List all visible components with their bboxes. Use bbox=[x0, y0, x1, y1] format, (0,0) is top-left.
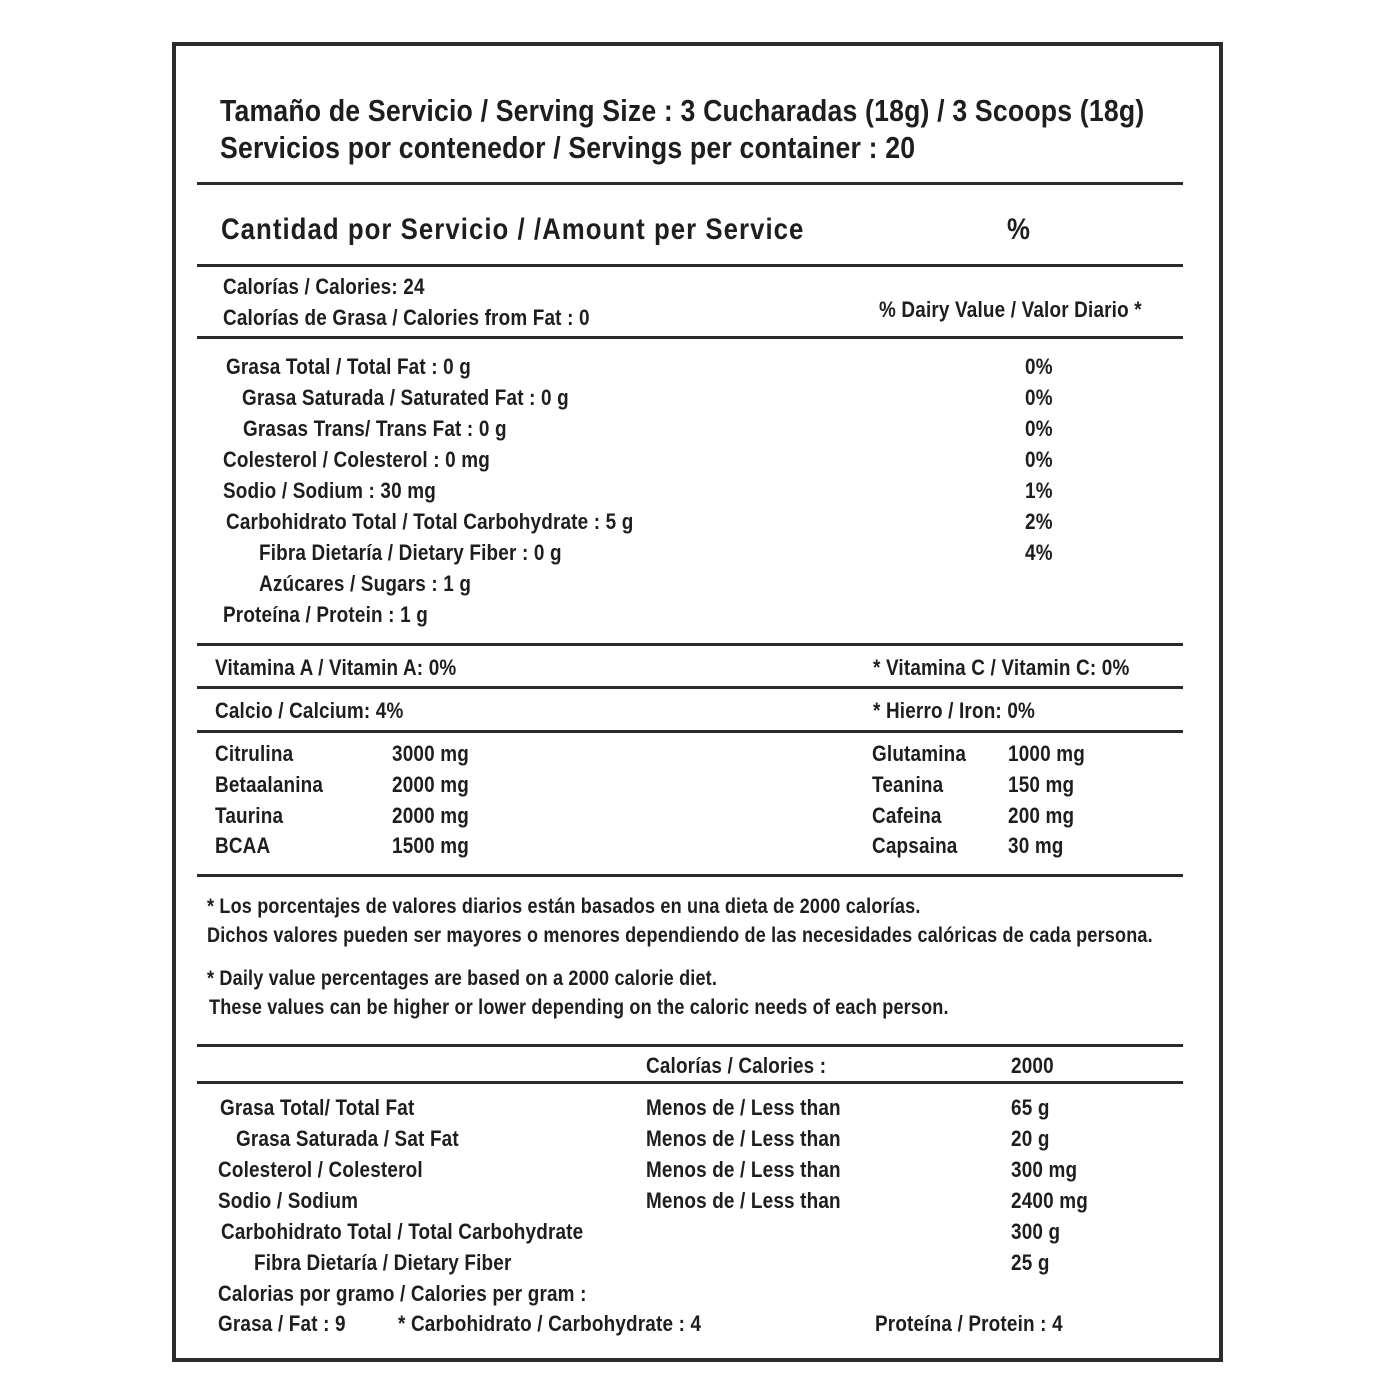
footnote-es-line2: Dichos valores pueden ser mayores o menores dependiendo de las necesidades calóricas de cada persona. bbox=[207, 924, 1153, 947]
ingredient-amount: 2000 mg bbox=[392, 803, 469, 828]
nutrient-total-fat: Grasa Total / Total Fat : 0 g bbox=[226, 354, 472, 379]
ingredient-amount: 200 mg bbox=[1008, 803, 1075, 828]
ingredient-amount: 1500 mg bbox=[392, 833, 469, 858]
reference-qualifier: Menos de / Less than bbox=[646, 1126, 841, 1151]
ingredient-name: BCAA bbox=[215, 833, 271, 858]
calories: Calorías / Calories: 24 bbox=[223, 274, 425, 299]
divider bbox=[197, 686, 1183, 689]
reference-value: 300 g bbox=[1011, 1219, 1061, 1244]
divider bbox=[197, 874, 1183, 877]
ingredient-name: Taurina bbox=[215, 803, 284, 828]
reference-nutrient: Colesterol / Colesterol bbox=[218, 1157, 423, 1182]
nutrient-trans-fat: Grasas Trans/ Trans Fat : 0 g bbox=[243, 416, 507, 441]
reference-nutrient: Fibra Dietaría / Dietary Fiber bbox=[254, 1250, 512, 1275]
ingredient-name: Glutamina bbox=[872, 741, 967, 766]
percent-heading: % bbox=[1007, 213, 1031, 246]
reference-qualifier: Menos de / Less than bbox=[646, 1095, 841, 1120]
reference-calories-label: Calorías / Calories : bbox=[646, 1053, 827, 1078]
dv-saturated-fat: 0% bbox=[1025, 385, 1053, 410]
ingredient-amount: 2000 mg bbox=[392, 772, 469, 797]
ingredient-name: Teanina bbox=[872, 772, 944, 797]
nutrient-sugars: Azúcares / Sugars : 1 g bbox=[259, 571, 472, 596]
iron: * Hierro / Iron: 0% bbox=[873, 698, 1036, 723]
footnote-es-line1: * Los porcentajes de valores diarios están basados en una dieta de 2000 calorías. bbox=[207, 895, 921, 918]
amount-per-service-heading: Cantidad por Servicio / /Amount per Service bbox=[221, 213, 805, 246]
vitamin-a: Vitamina A / Vitamin A: 0% bbox=[215, 655, 457, 680]
protein-per-gram: Proteína / Protein : 4 bbox=[875, 1311, 1063, 1336]
dv-cholesterol: 0% bbox=[1025, 447, 1053, 472]
daily-value-header: % Dairy Value / Valor Diario * bbox=[879, 297, 1142, 322]
ingredient-amount: 1000 mg bbox=[1008, 741, 1085, 766]
ingredient-amount: 3000 mg bbox=[392, 741, 469, 766]
divider bbox=[197, 1081, 1183, 1084]
serving-size: Tamaño de Servicio / Serving Size : 3 Cucharadas (18g) / 3 Scoops (18g) bbox=[220, 93, 1145, 128]
nutrient-sodium: Sodio / Sodium : 30 mg bbox=[223, 478, 436, 503]
divider bbox=[197, 264, 1183, 267]
reference-nutrient: Carbohidrato Total / Total Carbohydrate bbox=[221, 1219, 584, 1244]
divider bbox=[197, 1044, 1183, 1047]
reference-nutrient: Grasa Total/ Total Fat bbox=[220, 1095, 415, 1120]
divider bbox=[197, 336, 1183, 339]
ingredient-name: Betaalanina bbox=[215, 772, 324, 797]
nutrient-dietary-fiber: Fibra Dietaría / Dietary Fiber : 0 g bbox=[259, 540, 562, 565]
reference-calories-value: 2000 bbox=[1011, 1053, 1054, 1078]
dv-trans-fat: 0% bbox=[1025, 416, 1053, 441]
reference-value: 300 mg bbox=[1011, 1157, 1078, 1182]
vitamin-c: * Vitamina C / Vitamin C: 0% bbox=[873, 655, 1130, 680]
ingredient-name: Capsaina bbox=[872, 833, 958, 858]
divider bbox=[197, 643, 1183, 646]
fat-per-gram: Grasa / Fat : 9 bbox=[218, 1311, 346, 1336]
calories-per-gram-label: Calorias por gramo / Calories per gram : bbox=[218, 1281, 587, 1306]
divider bbox=[197, 730, 1183, 733]
dv-total-carbohydrate: 2% bbox=[1025, 509, 1053, 534]
nutrient-saturated-fat: Grasa Saturada / Saturated Fat : 0 g bbox=[242, 385, 569, 410]
nutrient-cholesterol: Colesterol / Colesterol : 0 mg bbox=[223, 447, 490, 472]
reference-value: 20 g bbox=[1011, 1126, 1050, 1151]
carbohydrate-per-gram: * Carbohidrato / Carbohydrate : 4 bbox=[398, 1311, 702, 1336]
reference-qualifier: Menos de / Less than bbox=[646, 1188, 841, 1213]
calories-from-fat: Calorías de Grasa / Calories from Fat : 0 bbox=[223, 305, 590, 330]
divider bbox=[197, 182, 1183, 185]
reference-qualifier: Menos de / Less than bbox=[646, 1157, 841, 1182]
footnote-en-line1: * Daily value percentages are based on a 2000 calorie diet. bbox=[207, 967, 718, 990]
servings-per-container: Servicios por contenedor / Servings per container : 20 bbox=[220, 130, 916, 165]
reference-value: 25 g bbox=[1011, 1250, 1050, 1275]
ingredient-name: Cafeina bbox=[872, 803, 942, 828]
nutrient-protein: Proteína / Protein : 1 g bbox=[223, 602, 428, 627]
reference-nutrient: Sodio / Sodium bbox=[218, 1188, 359, 1213]
reference-nutrient: Grasa Saturada / Sat Fat bbox=[236, 1126, 459, 1151]
calcium: Calcio / Calcium: 4% bbox=[215, 698, 404, 723]
reference-value: 65 g bbox=[1011, 1095, 1050, 1120]
ingredient-name: Citrulina bbox=[215, 741, 294, 766]
nutrient-total-carbohydrate: Carbohidrato Total / Total Carbohydrate : 5 g bbox=[226, 509, 634, 534]
dv-dietary-fiber: 4% bbox=[1025, 540, 1053, 565]
dv-total-fat: 0% bbox=[1025, 354, 1053, 379]
reference-value: 2400 mg bbox=[1011, 1188, 1088, 1213]
footnote-en-line2: These values can be higher or lower depending on the caloric needs of each person. bbox=[209, 996, 949, 1019]
dv-sodium: 1% bbox=[1025, 478, 1053, 503]
ingredient-amount: 30 mg bbox=[1008, 833, 1064, 858]
ingredient-amount: 150 mg bbox=[1008, 772, 1075, 797]
